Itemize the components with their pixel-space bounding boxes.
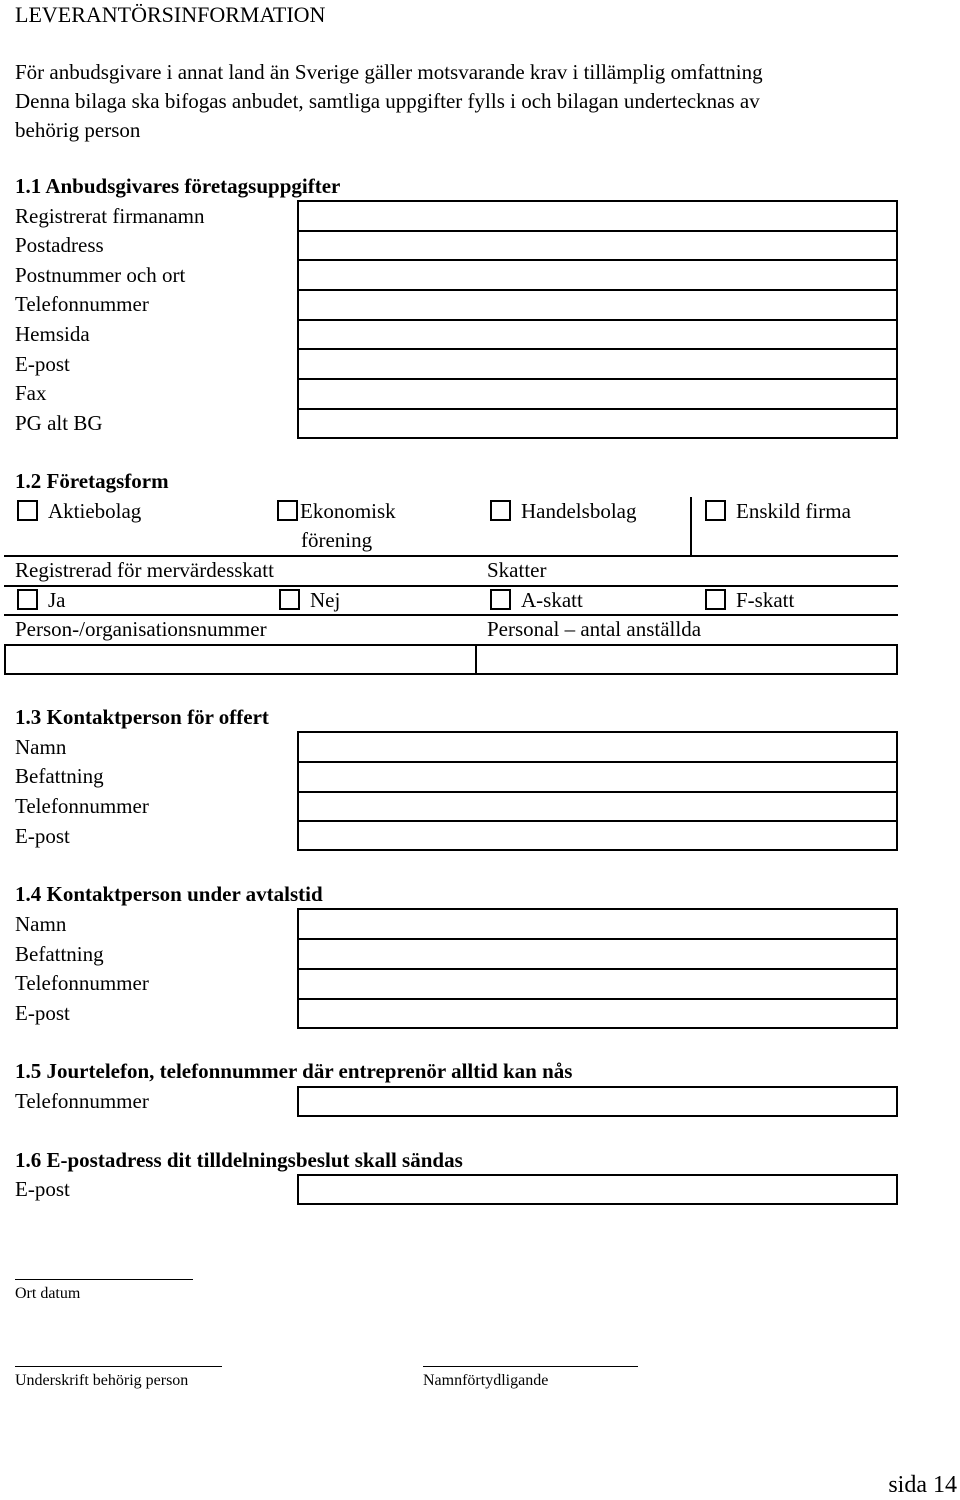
vat-label: Registrerad för mervärdesskatt (15, 558, 274, 582)
option-ekonomisk-forening[interactable]: Ekonomisk (277, 497, 396, 526)
signature-line[interactable] (15, 1366, 222, 1367)
option-handelsbolag[interactable]: Handelsbolag (490, 497, 636, 526)
option-a-skatt[interactable]: A-skatt (490, 586, 583, 615)
field-telefonnummer: Telefonnummer (15, 971, 149, 995)
field-pg-bg: PG alt BG (15, 411, 103, 435)
checkbox-icon[interactable] (705, 500, 726, 521)
option-ja[interactable]: Ja (17, 586, 66, 615)
field-registrerat-firmanamn: Registrerat firmanamn (15, 204, 205, 228)
field-fax: Fax (15, 381, 47, 405)
checkbox-icon[interactable] (279, 589, 300, 610)
intro-line-2: Denna bilaga ska bifogas anbudet, samtliga uppgifter fylls i och bilagan undertecknas av (15, 89, 760, 113)
field-epost: E-post (15, 1001, 70, 1025)
section-1-2-heading: 1.2 Företagsform (15, 469, 169, 493)
option-nej[interactable]: Nej (279, 586, 340, 615)
field-befattning: Befattning (15, 764, 104, 788)
field-telefonnummer: Telefonnummer (15, 794, 149, 818)
staff-label: Personal – antal anställda (487, 617, 702, 641)
section-1-5-heading: 1.5 Jourtelefon, telefonnummer där entreprenör alltid kan nås (15, 1059, 573, 1083)
option-aktiebolag[interactable]: Aktiebolag (17, 497, 141, 526)
field-telefonnummer: Telefonnummer (15, 1089, 149, 1113)
intro-line-1: För anbudsgivare i annat land än Sverige gäller motsvarande krav i tillämplig omfattning (15, 60, 763, 84)
tax-label: Skatter (487, 558, 547, 582)
section-1-4-heading: 1.4 Kontaktperson under avtalstid (15, 882, 323, 906)
field-befattning: Befattning (15, 942, 104, 966)
name-clarification-line[interactable] (423, 1366, 638, 1367)
option-f-skatt[interactable]: F-skatt (705, 586, 794, 615)
field-hemsida: Hemsida (15, 322, 90, 346)
checkbox-icon[interactable] (17, 500, 38, 521)
section-1-1-heading: 1.1 Anbudsgivares företagsuppgifter (15, 174, 341, 198)
field-namn: Namn (15, 735, 67, 759)
page-title: LEVERANTÖRSINFORMATION (15, 2, 326, 27)
orgnr-input[interactable] (6, 646, 475, 673)
place-date-line[interactable] (15, 1279, 193, 1280)
jourtelefon-input[interactable] (297, 1086, 898, 1117)
checkbox-icon[interactable] (490, 500, 511, 521)
field-telefonnummer: Telefonnummer (15, 292, 149, 316)
signature-label: Underskrift behörig person (15, 1372, 189, 1389)
field-epost: E-post (15, 1177, 70, 1201)
field-postnummer-ort: Postnummer och ort (15, 263, 186, 287)
field-postadress: Postadress (15, 233, 104, 257)
checkbox-icon[interactable] (277, 500, 298, 521)
epost-input[interactable] (297, 1174, 898, 1205)
field-namn: Namn (15, 912, 67, 936)
name-clarification-label: Namnförtydligande (423, 1372, 549, 1389)
checkbox-icon[interactable] (17, 589, 38, 610)
field-epost: E-post (15, 352, 70, 376)
place-date-label: Ort datum (15, 1285, 81, 1302)
staff-input[interactable] (477, 646, 896, 673)
section-1-6-heading: 1.6 E-postadress dit tilldelningsbeslut skall sändas (15, 1148, 463, 1172)
checkbox-icon[interactable] (705, 589, 726, 610)
section-1-3-heading: 1.3 Kontaktperson för offert (15, 705, 269, 729)
field-epost: E-post (15, 824, 70, 848)
page-number: sida 14 (888, 1472, 957, 1498)
option-forening-label: förening (301, 528, 373, 552)
checkbox-icon[interactable] (490, 589, 511, 610)
intro-line-3: behörig person (15, 118, 141, 142)
orgnr-label: Person-/organisationsnummer (15, 617, 267, 641)
option-enskild-firma[interactable]: Enskild firma (705, 497, 851, 526)
